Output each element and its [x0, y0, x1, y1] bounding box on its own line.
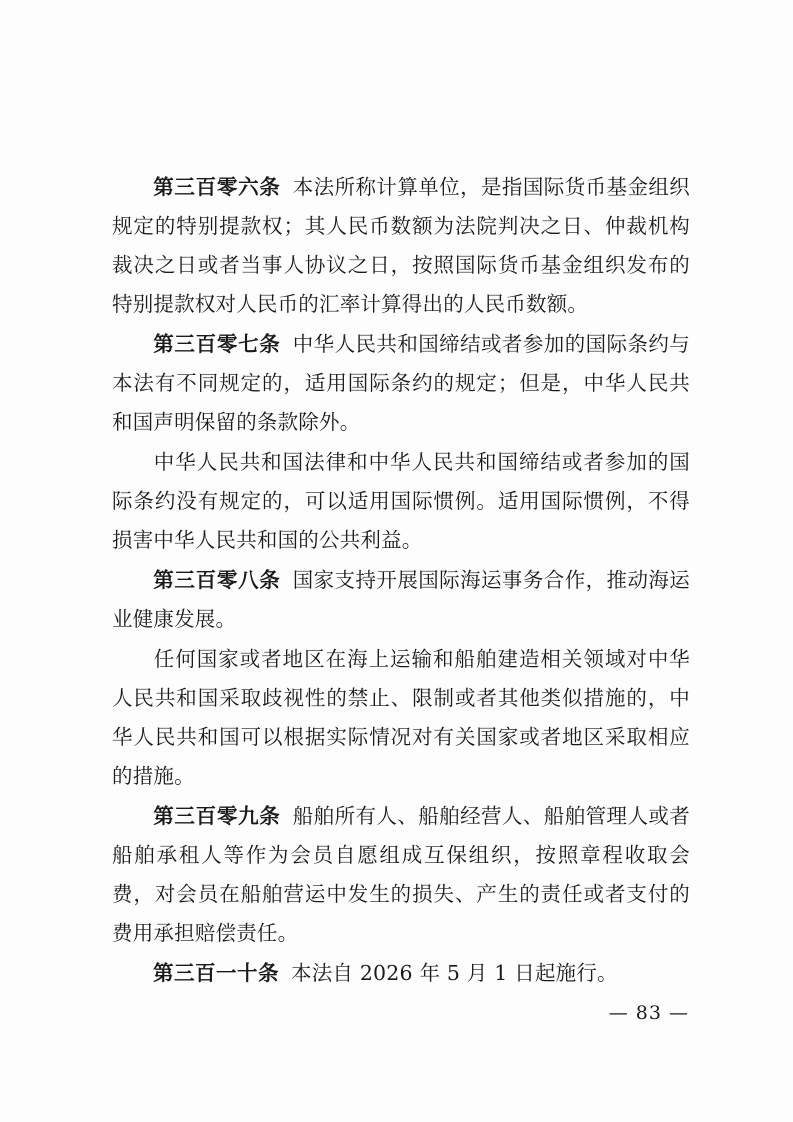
article-number: 第三百零七条: [153, 332, 281, 356]
paragraph-text: 船舶所有人、船舶经营人、船舶管理人或者船舶承租人等作为会员自愿组成互保组织，按照章程收取会费，对会员在船舶营运中发生的损失、产生的责任或者支付的费用承担赔偿责任。: [112, 804, 690, 945]
paragraph: [112, 443, 690, 560]
paragraph-text: 任何国家或者地区在海上运输和船舶建造相关领域对中华人民共和国采取歧视性的禁止、限制或者其他类似措施的，中华人民共和国可以根据实际情况对有关国家或者地区采取相应的措施。: [112, 647, 690, 788]
paragraph: [112, 797, 690, 953]
paragraph-text: 国家支持开展国际海运事务合作，推动海运业健康发展。: [112, 568, 690, 631]
paragraph: [112, 640, 690, 796]
paragraph-text: 本法自 2026 年 5 月 1 日起施行。: [291, 961, 618, 985]
article-number: 第三百一十条: [153, 961, 279, 985]
paragraph: [112, 954, 690, 993]
article-number: 第三百零六条: [153, 175, 281, 199]
page-number: — 83 —: [608, 1002, 689, 1024]
article-number: 第三百零九条: [153, 804, 281, 828]
paragraph-text: 中华人民共和国法律和中华人民共和国缔结或者参加的国际条约没有规定的，可以适用国际惯例。适用国际惯例，不得损害中华人民共和国的公共利益。: [112, 450, 690, 552]
paragraph: [112, 561, 690, 639]
paragraph-text: 本法所称计算单位，是指国际货币基金组织规定的特别提款权；其人民币数额为法院判决之日、仲裁机构裁决之日或者当事人协议之日，按照国际货币基金组织发布的特别提款权对人民币的汇率计算得出的人民币数额。: [112, 175, 690, 316]
page-body: [112, 168, 690, 994]
paragraph: [112, 168, 690, 324]
paragraph-text: 中华人民共和国缔结或者参加的国际条约与本法有不同规定的，适用国际条约的规定；但是，中华人民共和国声明保留的条款除外。: [112, 332, 690, 434]
paragraph: [112, 325, 690, 442]
article-number: 第三百零八条: [153, 568, 281, 592]
